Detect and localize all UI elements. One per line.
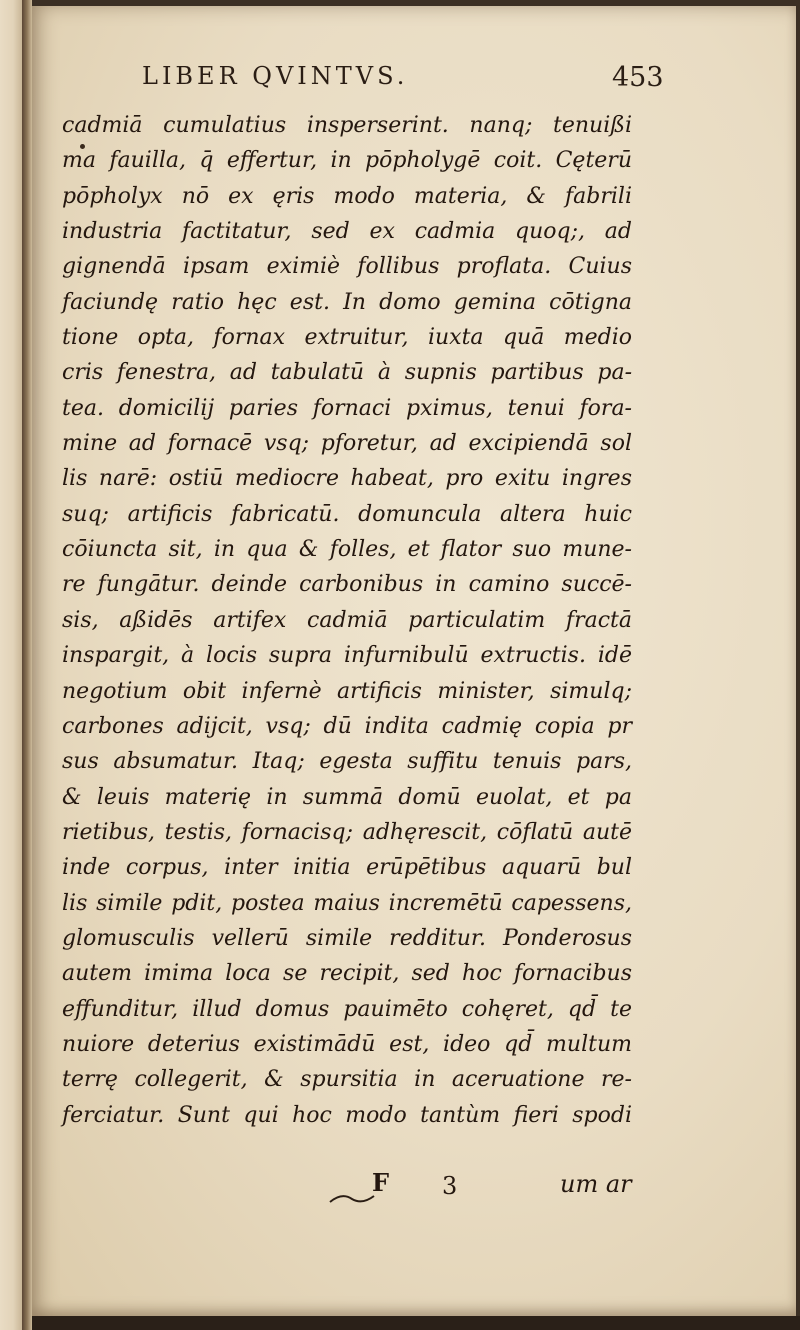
text-line: ma fauilla, q̄ effertur, in pōpholygē coit. Cęterū bbox=[62, 148, 632, 174]
running-head-title: LIBER QVINTVS. bbox=[142, 62, 409, 90]
text-line: negotium obit infernè artificis minister, simulq; bbox=[62, 678, 632, 704]
text-line: cris fenestra, ad tabulatū à supnis partibus pa- bbox=[62, 360, 632, 386]
book-gutter bbox=[22, 0, 32, 1330]
text-line: re fungātur. deinde carbonibus in camino succē- bbox=[62, 572, 632, 598]
text-line: faciundę ratio hęc est. In domo gemina cōtigna bbox=[62, 289, 632, 315]
book-bottom-edge bbox=[32, 1316, 800, 1330]
text-line: rietibus, testis, fornacisq; adhęrescit, cōflatū autē bbox=[62, 819, 632, 845]
text-line: gignendā ipsam eximiè follibus proflata. Cuius bbox=[62, 254, 632, 280]
text-line: cōiuncta sit, in qua & folles, et flator suo mune- bbox=[62, 537, 632, 563]
running-head bbox=[142, 62, 662, 102]
text-line: mine ad fornacē vsq; pforetur, ad excipiendā sol bbox=[62, 431, 632, 457]
text-line: suq; artificis fabricatū. domuncula altera huic bbox=[62, 501, 632, 527]
text-line: lis narē: ostiū mediocre habeat, pro exitu ingres bbox=[62, 466, 632, 492]
text-line: sis, aßidēs artifex cadmiā particulatim fractā bbox=[62, 607, 632, 633]
page-leaf bbox=[32, 6, 796, 1316]
signature-mark: F bbox=[372, 1168, 390, 1197]
text-line: sus absumatur. Itaq; egesta suffitu tenuis pars, bbox=[62, 749, 632, 775]
text-line: carbones adijcit, vsq; dū indita cadmię copia pr bbox=[62, 713, 632, 739]
text-line: nuiore deterius existimādū est, ideo qd̄ multum bbox=[62, 1031, 632, 1057]
ornament-flourish-icon bbox=[328, 1192, 376, 1206]
text-line: pōpholyx nō ex ęris modo materia, & fabrili bbox=[62, 183, 632, 209]
text-line: tione opta, fornax extruitur, iuxta quā medio bbox=[62, 325, 632, 351]
text-line: glomusculis vellerū simile redditur. Ponderosus bbox=[62, 925, 632, 951]
signature-number: 3 bbox=[442, 1172, 458, 1200]
text-line: cadmiā cumulatius insperserint. nanq; tenuißi bbox=[62, 113, 632, 138]
text-line: lis simile pdit, postea maius incremētū capessens, bbox=[62, 890, 632, 916]
catchword: um ar bbox=[560, 1170, 632, 1198]
text-line: inde corpus, inter initia erūpētibus aquarū bul bbox=[62, 855, 632, 881]
text-line: ferciatur. Sunt qui hoc modo tantùm fieri spodi bbox=[62, 1102, 632, 1128]
text-body bbox=[62, 108, 632, 1133]
text-line: inspargit, à locis supra infurnibulū extructis. idē bbox=[62, 643, 632, 669]
page-number: 453 bbox=[612, 62, 664, 93]
text-line: autem imima loca se recipit, sed hoc fornacibus bbox=[62, 961, 632, 987]
text-line: & leuis materię in summā domū euolat, et pa bbox=[62, 784, 632, 810]
text-line: industria factitatur, sed ex cadmia quoq;, ad bbox=[62, 219, 632, 245]
text-line: effunditur, illud domus pauimēto cohęret, qd̄ te bbox=[62, 996, 632, 1022]
text-line: terrę collegerit, & spursitia in aceruatione re- bbox=[62, 1067, 632, 1093]
text-line: tea. domicilij paries fornaci pximus, tenui fora- bbox=[62, 395, 632, 421]
previous-page-edge bbox=[0, 0, 22, 1330]
